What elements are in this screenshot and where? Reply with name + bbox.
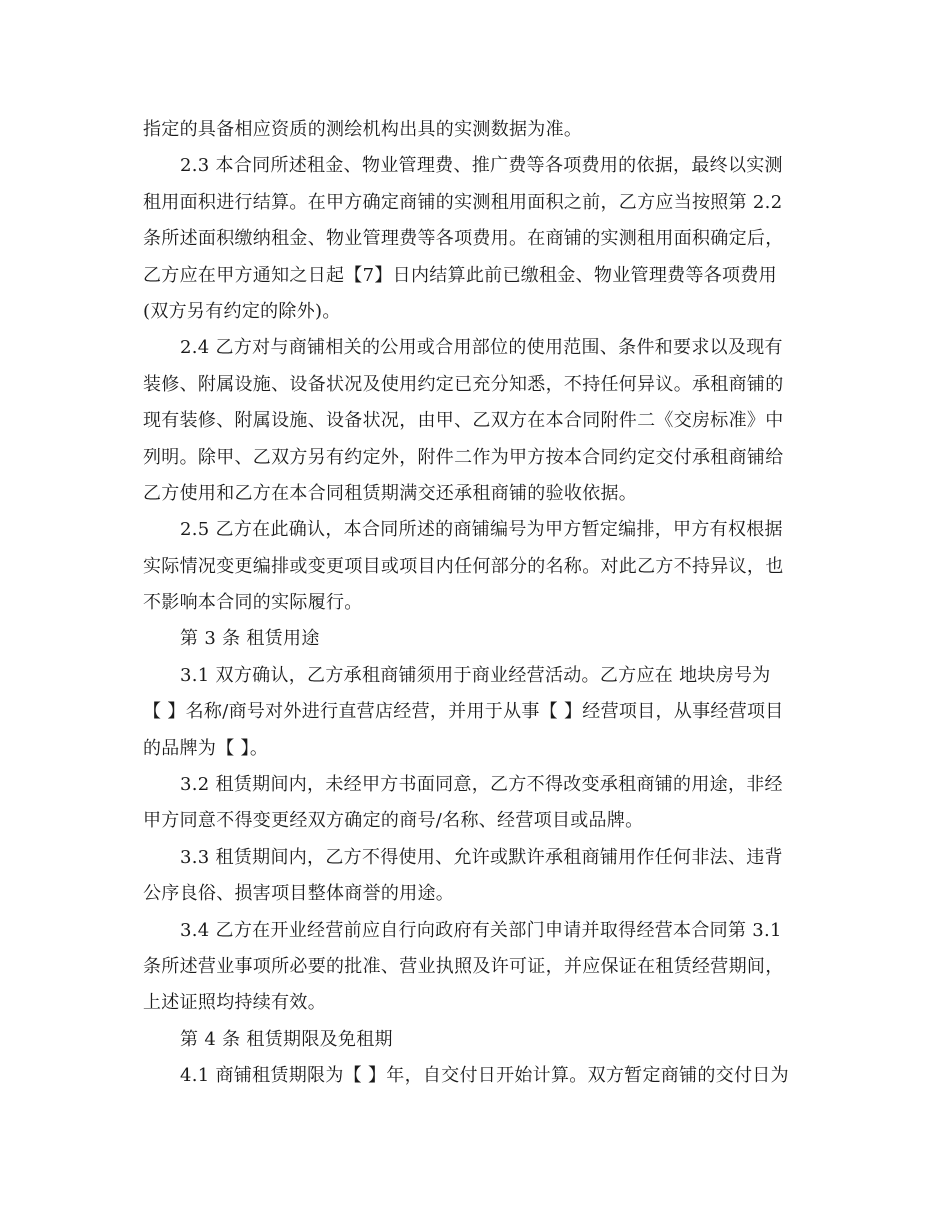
- text-line: 3.1 双方确认，乙方承租商铺须用于商业经营活动。乙方应在 地块房号为: [180, 664, 771, 686]
- text-line: 2.3 本合同所述租金、物业管理费、推广费等各项费用的依据，最终以实测: [180, 155, 783, 177]
- text-line: 公序良俗、损害项目整体商誉的用途。: [143, 883, 455, 905]
- text-line: 3.3 租赁期间内，乙方不得使用、允许或默许承租商铺用作任何非法、违背: [180, 846, 783, 868]
- text-line: 甲方同意不得变更经双方确定的商号/名称、经营项目或品牌。: [143, 810, 644, 832]
- text-line: 装修、附属设施、设备状况及使用约定已充分知悉，不持任何异议。承租商铺的: [143, 373, 784, 395]
- text-line: 的品牌为【 】。: [143, 737, 269, 759]
- text-line: 第 4 条 租赁期限及免租期: [180, 1028, 393, 1050]
- text-line: 现有装修、附属设施、设备状况，由甲、乙双方在本合同附件二《交房标准》中: [143, 410, 784, 432]
- contract-body-text: [143, 112, 803, 1095]
- text-line: 不影响本合同的实际履行。: [143, 592, 363, 614]
- text-line: 条所述面积缴纳租金、物业管理费等各项费用。在商铺的实测租用面积确定后，: [143, 228, 784, 250]
- text-line: 2.4 乙方对与商铺相关的公用或合用部位的使用范围、条件和要求以及现有: [180, 337, 783, 359]
- text-line: 2.5 乙方在此确认，本合同所述的商铺编号为甲方暂定编排，甲方有权根据: [180, 519, 783, 541]
- text-line: 实际情况变更编排或变更项目或项目内任何部分的名称。对此乙方不持异议，也: [143, 555, 784, 577]
- text-line: 乙方使用和乙方在本合同租赁期满交还承租商铺的验收依据。: [143, 482, 638, 504]
- text-line: 4.1 商铺租赁期限为【 】年，自交付日开始计算。双方暂定商铺的交付日为: [180, 1065, 789, 1087]
- text-line: 3.2 租赁期间内，未经甲方书面同意，乙方不得改变承租商铺的用途，非经: [180, 774, 783, 796]
- text-line: (双方另有约定的除外)。: [143, 300, 341, 322]
- text-line: 3.4 乙方在开业经营前应自行向政府有关部门申请并取得经营本合同第 3.1: [180, 919, 782, 941]
- text-line: 第 3 条 租赁用途: [180, 628, 320, 650]
- text-line: 租用面积进行结算。在甲方确定商铺的实测租用面积之前，乙方应当按照第 2.2: [143, 191, 783, 213]
- text-line: 条所述营业事项所必要的批准、营业执照及许可证，并应保证在租赁经营期间，: [143, 955, 784, 977]
- text-line: 乙方应在甲方通知之日起【7】日内结算此前已缴租金、物业管理费等各项费用: [143, 264, 777, 286]
- text-line: 列明。除甲、乙双方另有约定外，附件二作为甲方按本合同约定交付承租商铺给: [143, 446, 784, 468]
- text-line: 【 】名称/商号对外进行直营店经营，并用于从事【 】经营项目，从事经营项目: [143, 701, 784, 723]
- text-line: 指定的具备相应资质的测绘机构出具的实测数据为准。: [143, 119, 583, 140]
- text-line: 上述证照均持续有效。: [143, 992, 326, 1014]
